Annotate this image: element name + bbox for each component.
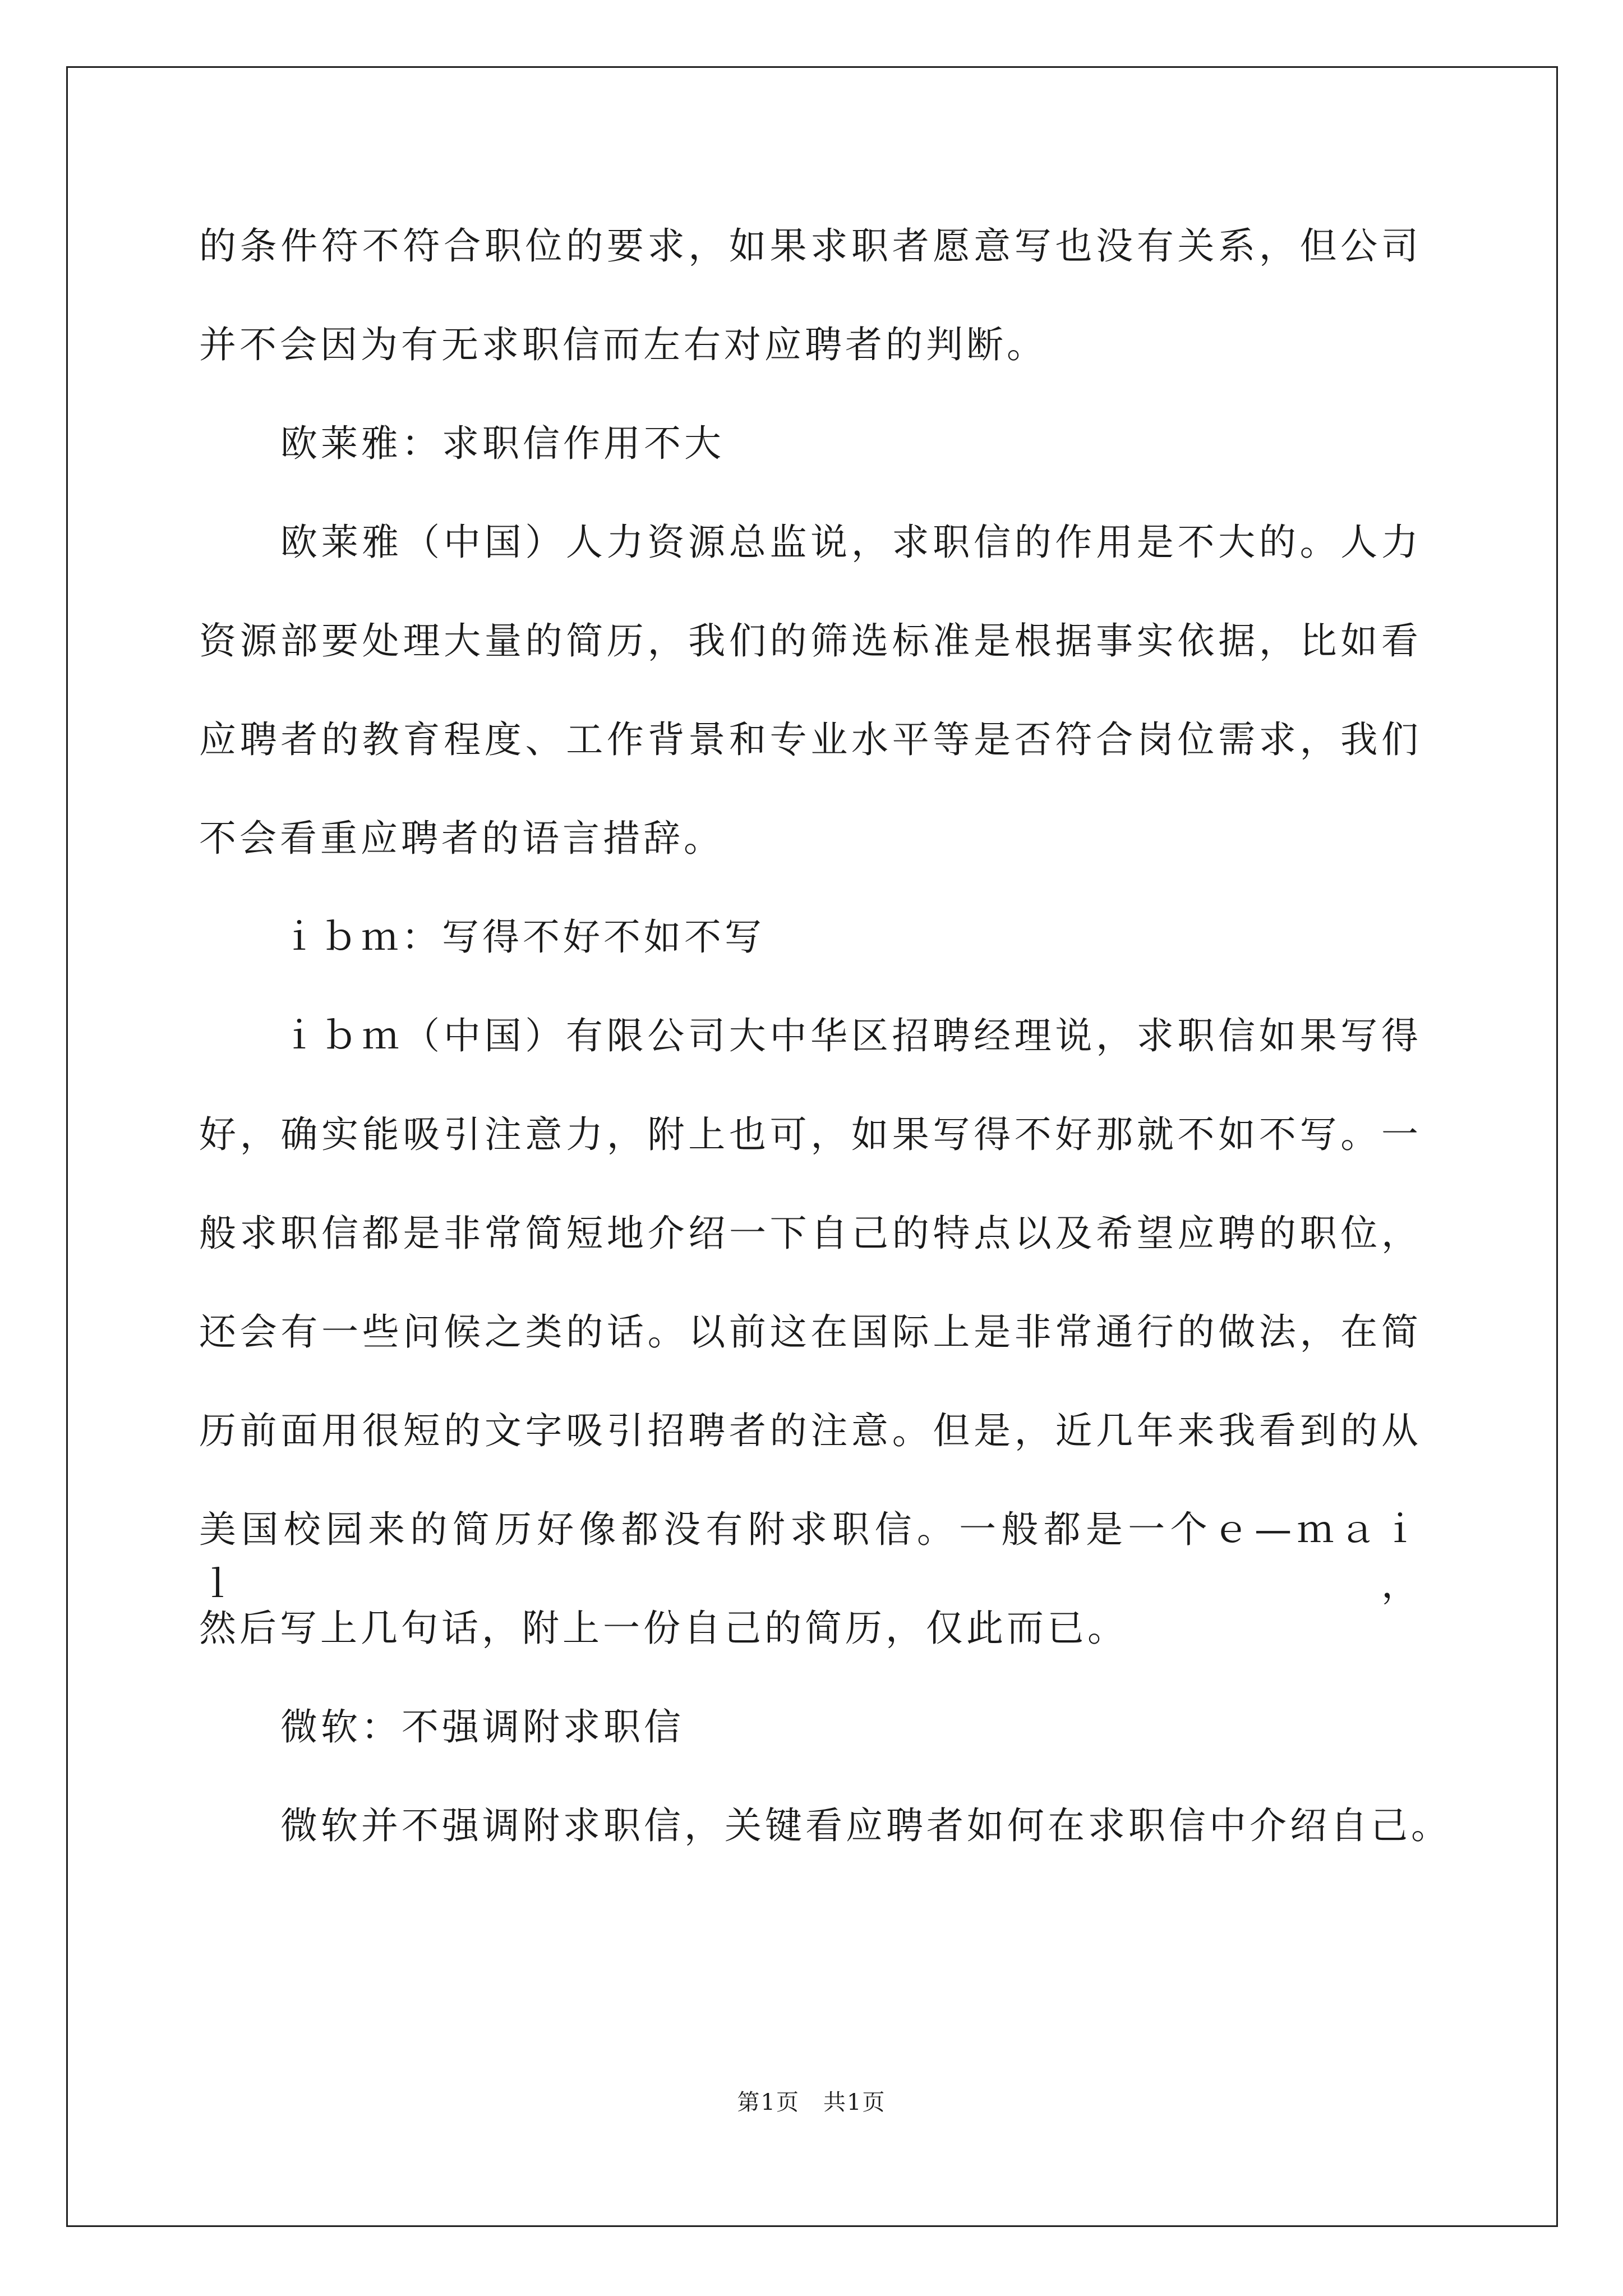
paragraph-line: ｉｂｍ（中国）有限公司大中华区招聘经理说，求职信如果写得 (280, 1014, 1422, 1057)
paragraph-line: 的条件符不符合职位的要求，如果求职者愿意写也没有关系，但公司 (199, 224, 1422, 268)
paragraph-line: 微软并不强调附求职信，关键看应聘者如何在求职信中介绍自己。 (280, 1804, 1451, 1847)
paragraph-line: 欧莱雅（中国）人力资源总监说，求职信的作用是不大的。人力 (280, 521, 1422, 564)
section-heading: 微软：不强调附求职信 (280, 1705, 684, 1749)
paragraph-line: 历前面用很短的文字吸引招聘者的注意。但是，近几年来我看到的从 (199, 1409, 1422, 1452)
paragraph-line: 美国校园来的简历好像都没有附求职信。一般都是一个ｅ—ｍａｉｌ， (199, 1508, 1422, 1606)
paragraph-line: 然后写上几句话，附上一份自己的简历，仅此而已。 (199, 1607, 1128, 1650)
section-heading: ｉｂｍ：写得不好不如不写 (280, 915, 765, 959)
page-number-footer: 第1页 共1页 (737, 2090, 886, 2115)
paragraph-line: 不会看重应聘者的语言措辞。 (199, 817, 724, 860)
paragraph-line: 还会有一些问候之类的话。以前这在国际上是非常通行的做法，在简 (199, 1310, 1422, 1354)
document-body (199, 219, 1451, 1897)
paragraph-line: 好，确实能吸引注意力，附上也可，如果写得不好那就不如不写。一 (199, 1113, 1422, 1156)
section-heading: 欧莱雅：求职信作用不大 (280, 422, 725, 465)
paragraph-line: 并不会因为有无求职信而左右对应聘者的判断。 (199, 323, 1047, 366)
paragraph-line: 应聘者的教育程度、工作背景和专业水平等是否符合岗位需求，我们 (199, 718, 1422, 761)
paragraph-line: 般求职信都是非常简短地介绍一下自己的特点以及希望应聘的职位， (199, 1212, 1422, 1255)
paragraph-line: 资源部要处理大量的简历，我们的筛选标准是根据事实依据，比如看 (199, 619, 1422, 662)
